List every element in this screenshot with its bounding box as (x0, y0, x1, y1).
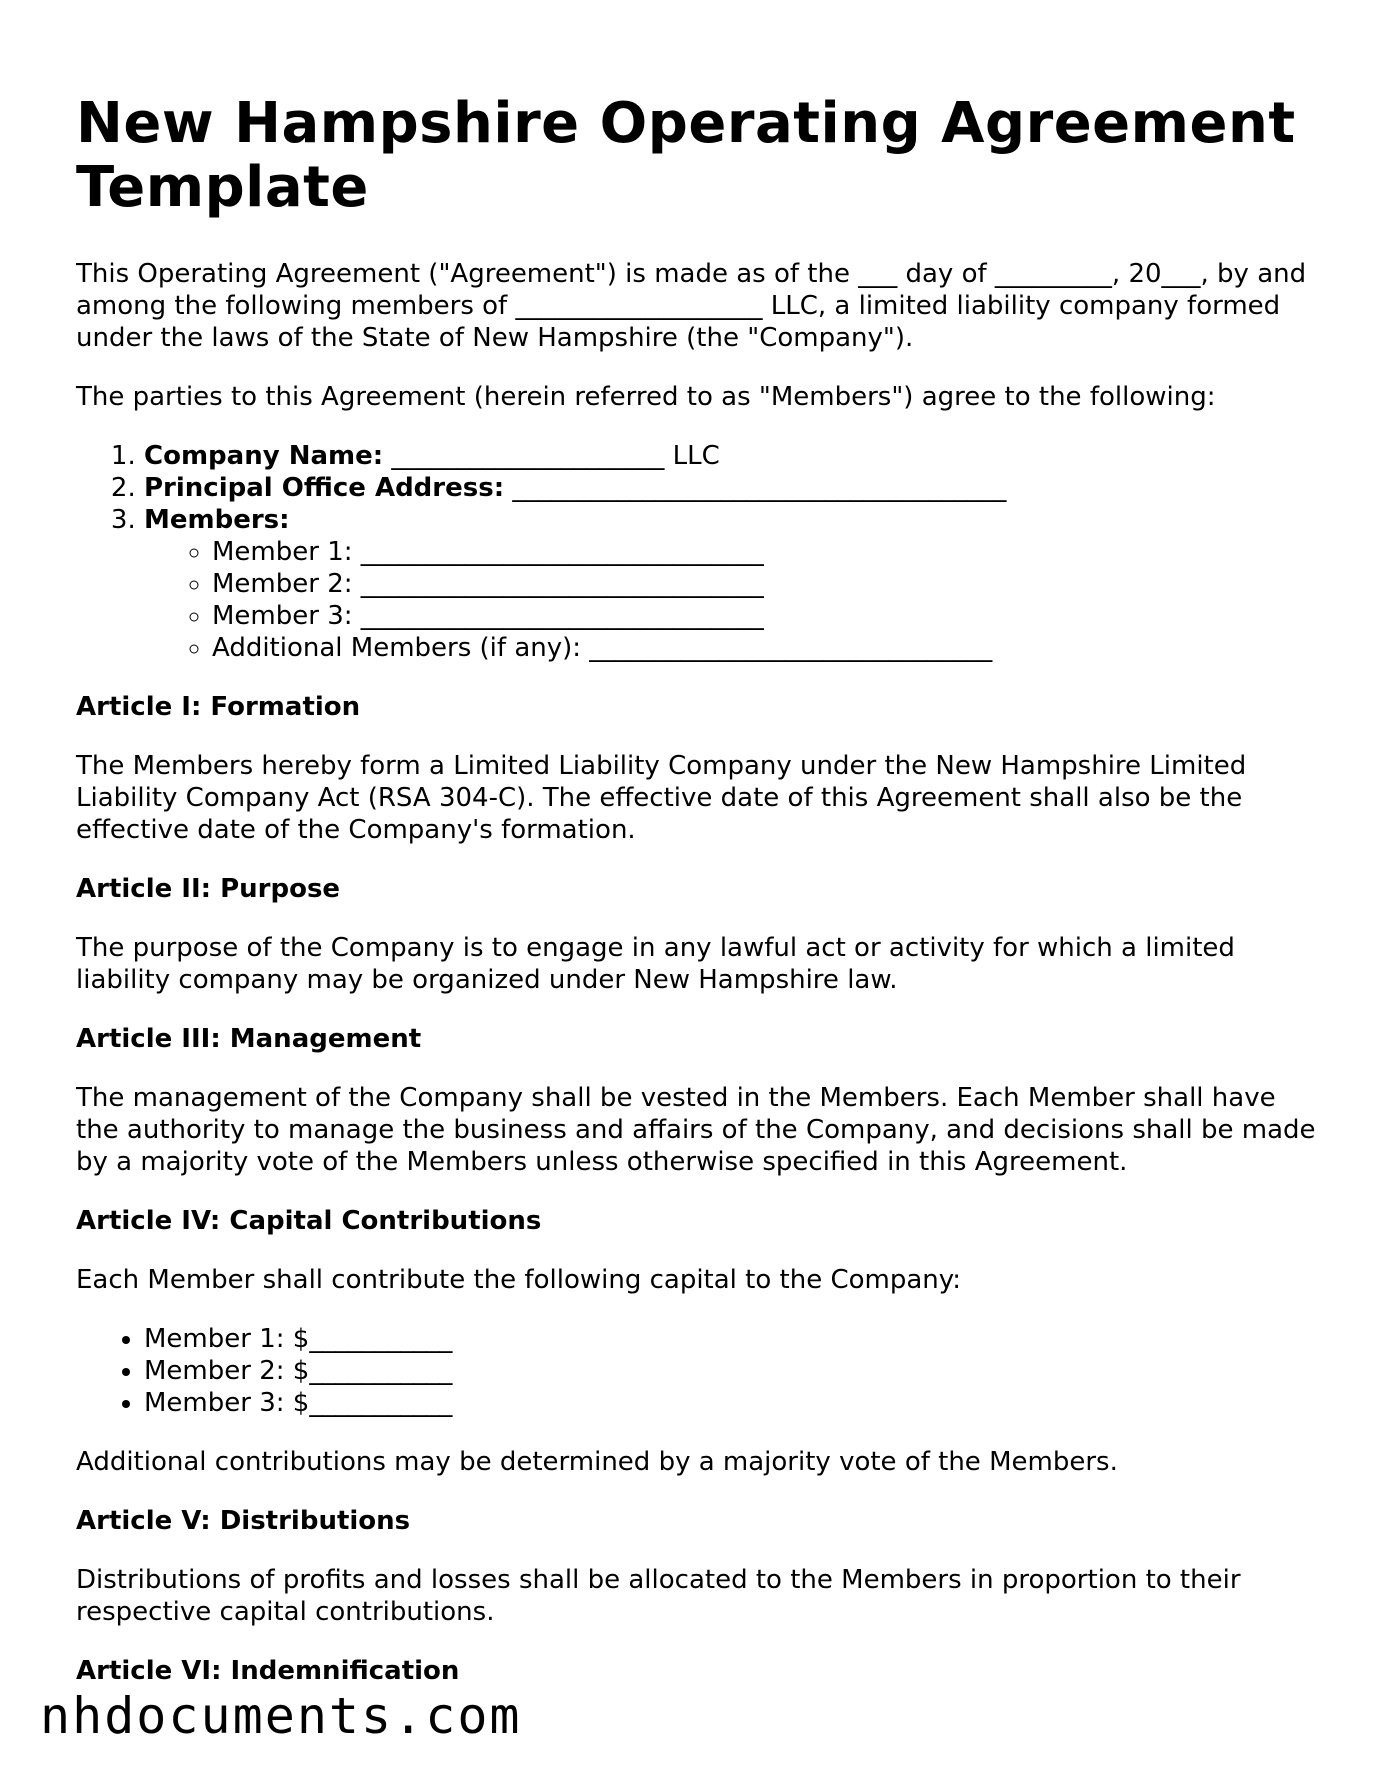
intro-paragraph: This Operating Agreement ("Agreement") is made as of the ___ day of _________, 20___, by and among the following members of ___________________ LLC, a limited liability company formed under the laws of the State of New Hampshire (the "Company"). (76, 259, 1307, 353)
parties-paragraph: The parties to this Agreement (herein referred to as "Members") agree to the following: (76, 382, 1216, 412)
company-name-label: Company Name: (144, 441, 384, 471)
principal-office-blank: ______________________________________ (504, 473, 1007, 503)
member-line: ◦ Member 2: _______________________________ (212, 568, 1326, 600)
document-title: New Hampshire Operating Agreement Template (76, 91, 1296, 220)
principal-office-label: Principal Office Address: (144, 473, 505, 503)
member-line: ◦ Member 1: _______________________________ (212, 536, 1326, 568)
contribution-line: • Member 1: $___________ (144, 1323, 1326, 1355)
article-text: Each Member shall contribute the following capital to the Company: (76, 1265, 962, 1295)
list-item-company-name (144, 440, 1326, 472)
article-heading: Article VI: Indemnification (76, 1656, 460, 1686)
article-text: The management of the Company shall be vested in the Members. Each Member shall have the authority to manage the business and affairs of the Company, and decisions shall be made by a majority vote of the Members unless otherwise specified in this Agreement. (76, 1083, 1316, 1177)
article-text: The purpose of the Company is to engage in any lawful act or activity for which a limited liability company may be organized under New Hampshire law. (76, 933, 1235, 995)
contributions-list (76, 1323, 1326, 1419)
member-line: ◦ Additional Members (if any): _______________________________ (212, 632, 1326, 664)
article-heading: Article IV: Capital Contributions (76, 1206, 542, 1236)
article-text: Additional contributions may be determined by a majority vote of the Members. (76, 1447, 1118, 1477)
article-heading: Article V: Distributions (76, 1506, 411, 1536)
list-item-principal-office (144, 472, 1326, 504)
article-text: The Members hereby form a Limited Liability Company under the New Hampshire Limited Liability Company Act (RSA 304-C). The effective date of this Agreement shall also be the effective date of the Company's formation. (76, 751, 1247, 845)
article-heading: Article I: Formation (76, 692, 361, 722)
site-watermark: nhdocuments.com (40, 1687, 522, 1745)
members-label: Members: (144, 505, 290, 535)
members-sublist (144, 536, 1326, 664)
contribution-line: • Member 2: $___________ (144, 1355, 1326, 1387)
member-line: ◦ Member 3: _______________________________ (212, 600, 1326, 632)
details-list (76, 440, 1326, 664)
article-heading: Article II: Purpose (76, 874, 341, 904)
list-item-members (144, 504, 1326, 664)
article-heading: Article III: Management (76, 1024, 422, 1054)
document-page (76, 92, 1326, 1714)
contribution-line: • Member 3: $___________ (144, 1387, 1326, 1419)
company-name-blank: _____________________ LLC (383, 441, 720, 471)
article-text: Distributions of profits and losses shall be allocated to the Members in proportion to their respective capital contributions. (76, 1565, 1241, 1627)
